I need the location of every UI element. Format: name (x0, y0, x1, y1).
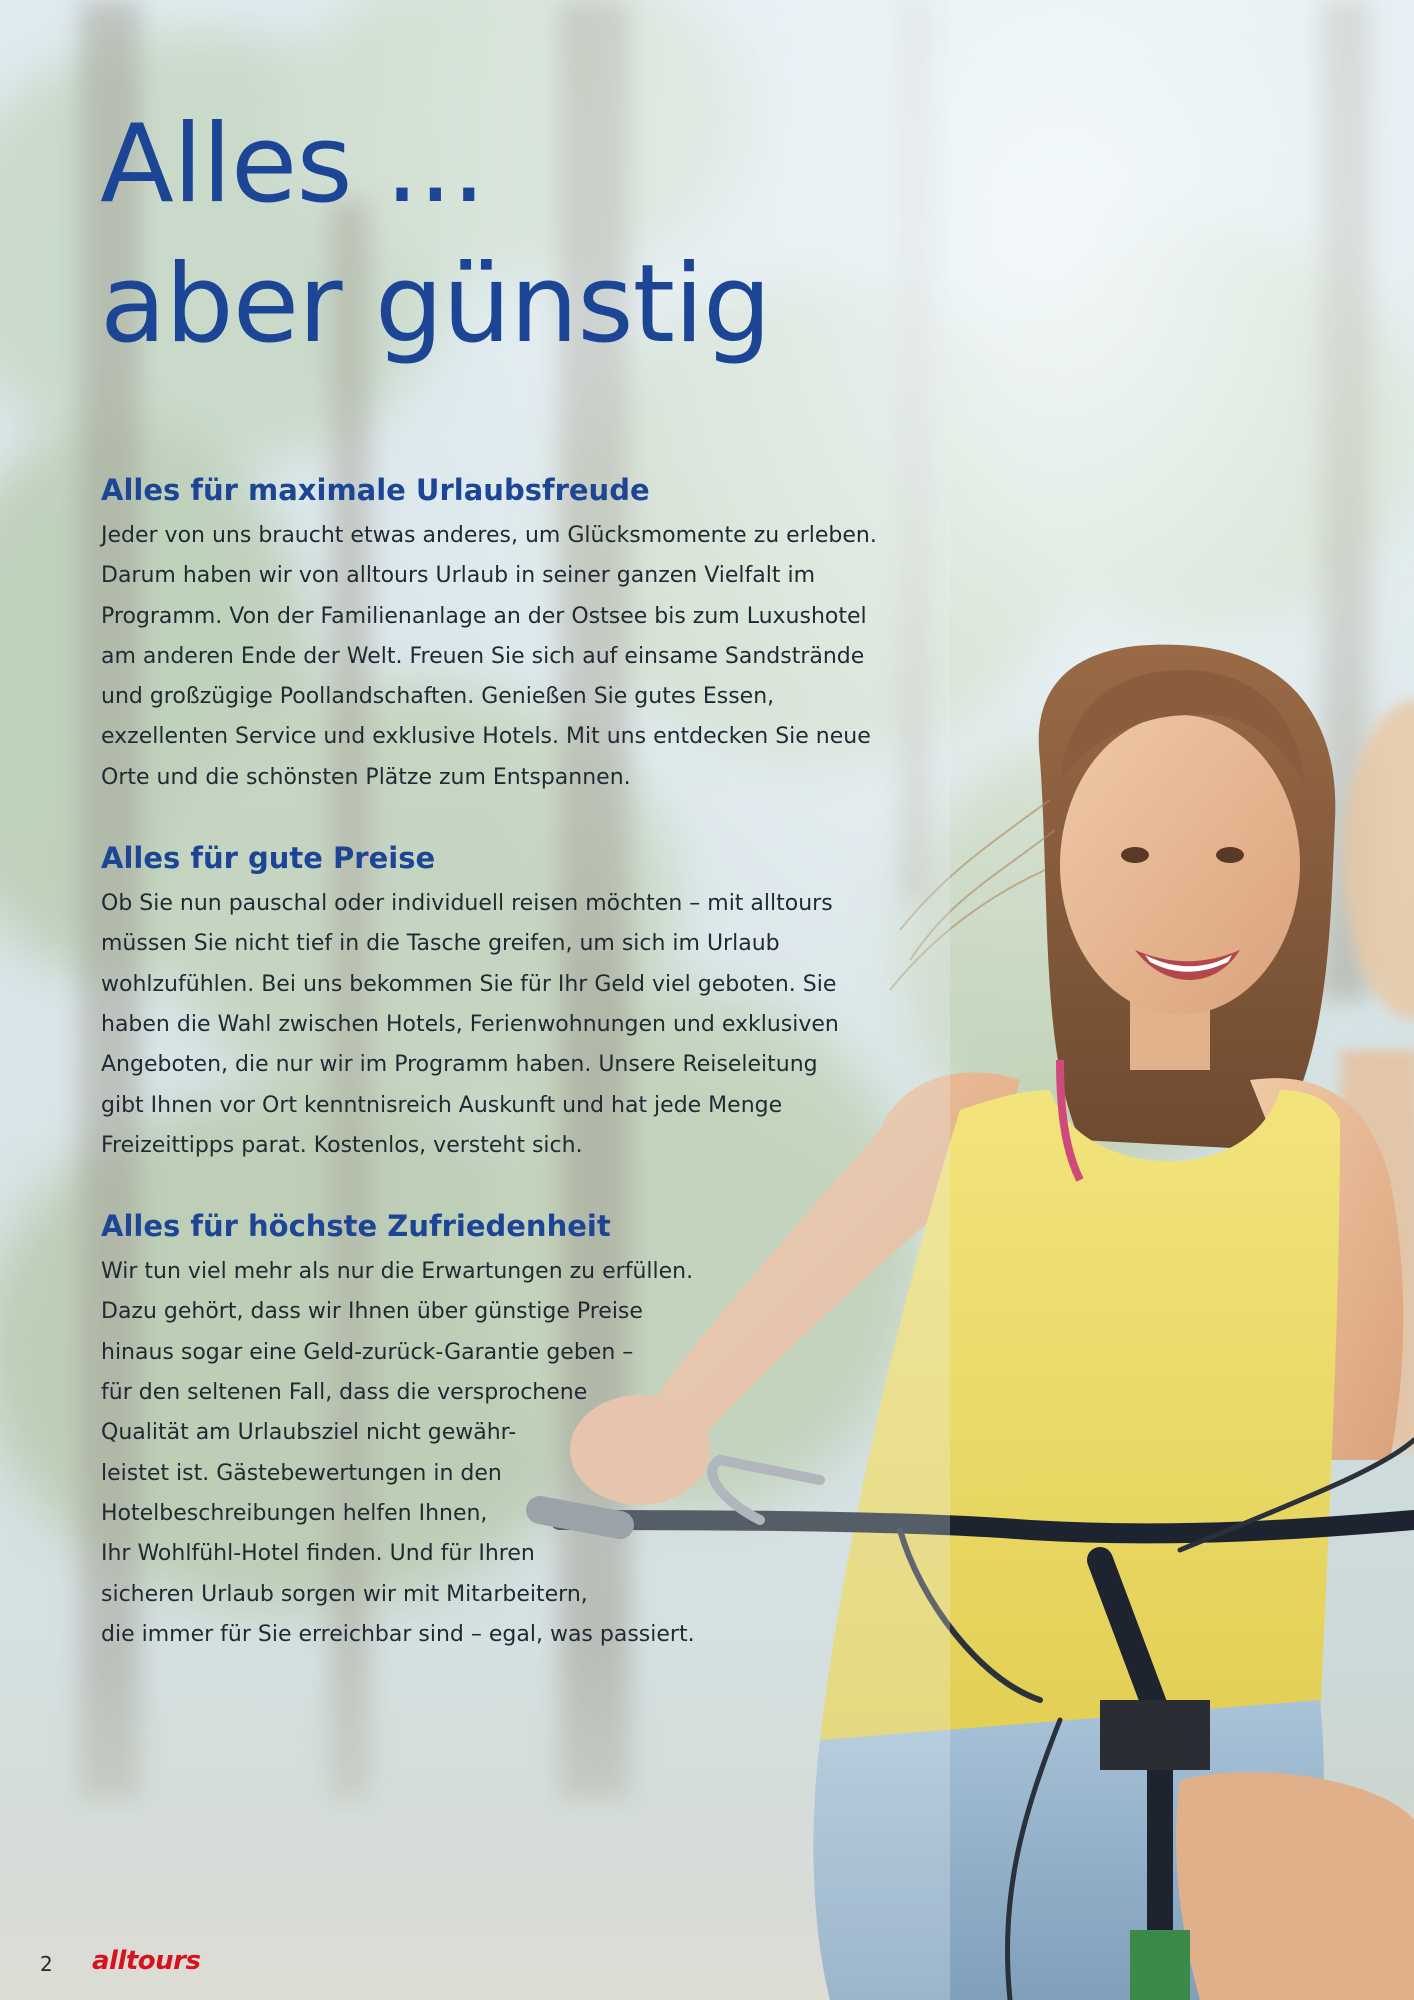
section-heading: Alles für höchste Zufriedenheit (101, 1209, 611, 1244)
section-body (101, 1252, 901, 1655)
body-line: Dazu gehört, dass wir Ihnen über günstige Preise (101, 1299, 643, 1325)
body-line: Ihr Wohlfühl-Hotel finden. Und für Ihren (101, 1541, 535, 1567)
body-line: Programm. Von der Familienanlage an der Ostsee bis zum Luxushotel (101, 603, 867, 629)
body-line: Orte und die schönsten Plätze zum Entspannen. (101, 764, 631, 790)
body-line: und großzügige Poollandschaften. Genießen Sie gutes Essen, (101, 684, 775, 710)
section-body (101, 884, 901, 1166)
body-line: Hotelbeschreibungen helfen Ihnen, (101, 1500, 488, 1526)
headline-line-2: aber günstig (100, 242, 771, 367)
body-line: Wir tun viel mehr als nur die Erwartungen zu erfüllen. (101, 1259, 694, 1285)
page-number: 2 (40, 1952, 53, 1976)
alltours-logo: alltours (92, 1946, 201, 1976)
body-line: am anderen Ende der Welt. Freuen Sie sich auf einsame Sandstrände (101, 643, 865, 669)
body-line: Freizeittipps parat. Kostenlos, versteht sich. (101, 1132, 583, 1158)
body-line: leistet ist. Gästebewertungen in den (101, 1460, 502, 1486)
body-line: wohlzufühlen. Bei uns bekommen Sie für Ihr Geld viel geboten. Sie (101, 971, 837, 997)
body-line: die immer für Sie erreichbar sind – egal, was passiert. (101, 1621, 695, 1647)
body-line: Jeder von uns braucht etwas anderes, um Glücksmomente zu erleben. (101, 523, 877, 548)
section-zufriedenheit (101, 1206, 901, 1655)
body-line: Angeboten, die nur wir im Programm haben. Unsere Reiseleitung (101, 1052, 818, 1078)
section-heading: Alles für maximale Urlaubsfreude (101, 473, 650, 507)
body-line: Ob Sie nun pauschal oder individuell reisen möchten – mit alltours (101, 891, 833, 917)
body-line: gibt Ihnen vor Ort kenntnisreich Auskunft und hat jede Menge (101, 1092, 783, 1118)
page-headline (100, 95, 771, 375)
body-line: Darum haben wir von alltours Urlaub in seiner ganzen Vielfalt im (101, 563, 816, 589)
body-line: müssen Sie nicht tief in die Tasche greifen, um sich im Urlaub (101, 931, 780, 957)
section-preise (101, 838, 901, 1166)
body-line: hinaus sogar eine Geld-zurück-Garantie geben – (101, 1339, 634, 1365)
body-line: sicheren Urlaub sorgen wir mit Mitarbeitern, (101, 1581, 588, 1607)
body-line: exzellenten Service und exklusive Hotels. Mit uns entdecken Sie neue (101, 724, 871, 750)
body-line: haben die Wahl zwischen Hotels, Ferienwohnungen und exklusiven (101, 1011, 839, 1037)
section-urlaubsfreude (101, 470, 901, 798)
section-body (101, 516, 901, 798)
body-line: Qualität am Urlaubsziel nicht gewähr- (101, 1420, 517, 1446)
headline-line-1: Alles ... (100, 102, 485, 227)
content-column (101, 470, 901, 1695)
body-line: für den seltenen Fall, dass die versprochene (101, 1380, 588, 1406)
section-heading: Alles für gute Preise (101, 841, 436, 876)
